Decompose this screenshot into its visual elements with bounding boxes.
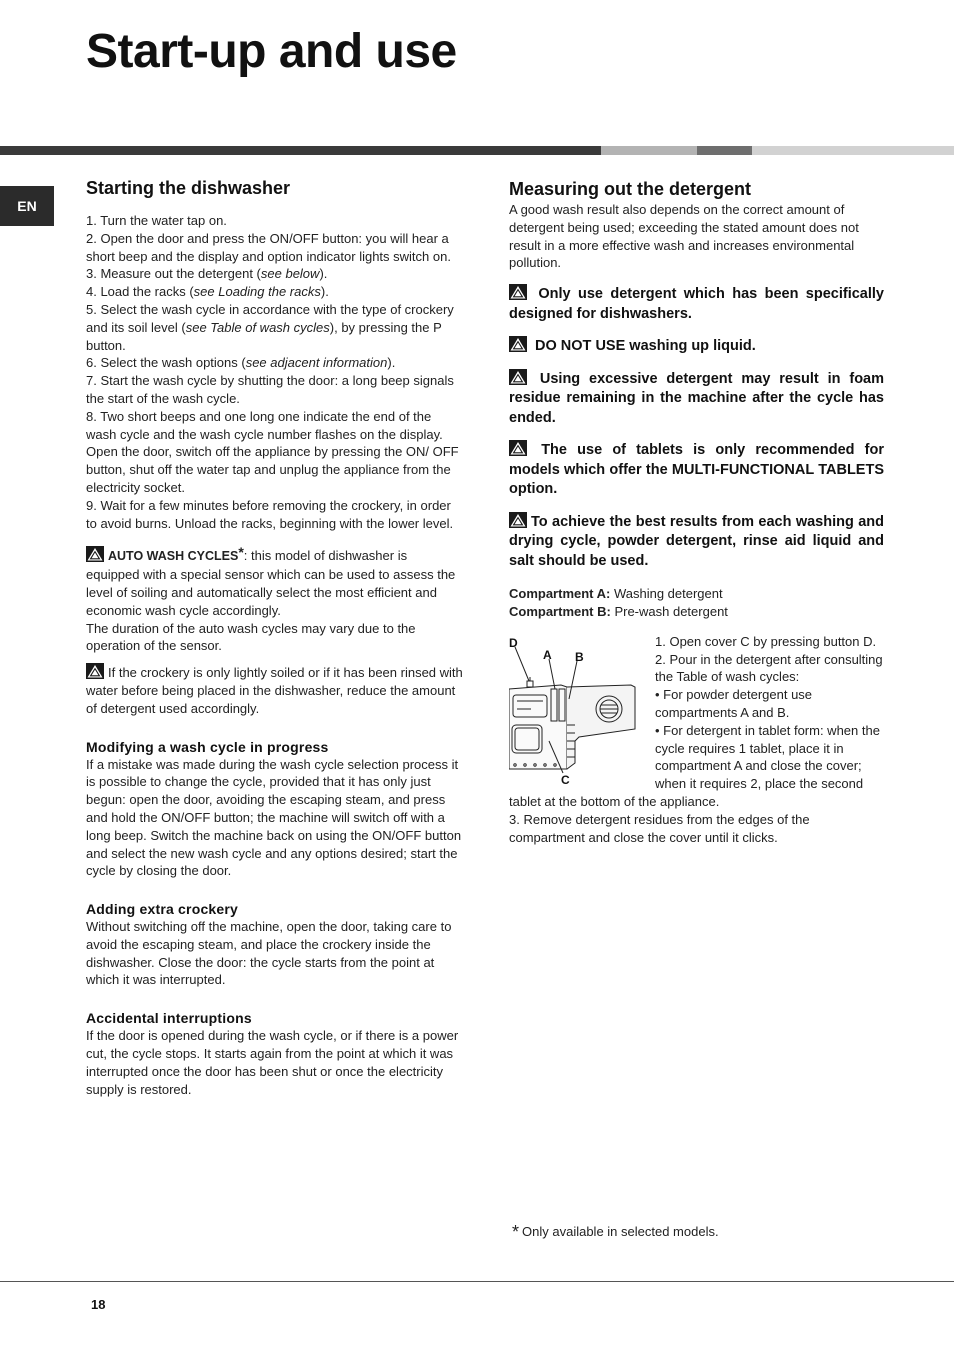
figure-label-b: B: [575, 649, 584, 664]
header-bar-mid: [697, 146, 752, 155]
dispenser-step-2b: • For detergent in tablet form: when the cycle requires 1 tablet, place it in compartment A and close the cover; when it requires 2, place the second tablet at the bottom of the appliance.: [509, 722, 880, 809]
compartment-b-label: Compartment B:: [509, 603, 611, 619]
warning-icon: [509, 512, 527, 528]
modify-heading: Modifying a wash cycle in progress: [86, 738, 329, 755]
warning-1: [509, 284, 884, 324]
compartment-a-text: Washing detergent: [610, 586, 723, 602]
step-5-text: 5. Select the wash cycle in accordance with the type of crockery and its soil level (: [86, 301, 454, 335]
figure-label-c: C: [561, 772, 570, 785]
warning-1-text: Only use detergent which has been specifically designed for dishwashers.: [509, 286, 884, 322]
warning-4-text: The use of tablets is only recommended for models which offer the MULTI-FUNCTIONAL TABLETS option.: [509, 442, 884, 498]
step-4-end: ).: [320, 284, 329, 300]
warning-3-text: Using excessive detergent may result in foam residue remaining in the machine after the cycle has ended.: [509, 370, 885, 426]
step-5-end: ), by pressing the P button.: [86, 319, 442, 353]
bottom-rule: [0, 1281, 954, 1282]
asterisk-mark: *: [238, 544, 244, 561]
right-column: [509, 177, 884, 846]
detergent-heading: Measuring out the detergent: [509, 179, 752, 199]
detergent-dispenser-diagram: [509, 633, 649, 785]
compartment-b-text: Pre-wash detergent: [610, 603, 728, 619]
step-4: [86, 283, 464, 301]
step-1: 1. Turn the water tap on.: [86, 213, 227, 228]
footnote-text: Only available in selected models.: [522, 1224, 719, 1239]
warning-icon: [509, 336, 527, 352]
header-bar-light: [601, 146, 697, 155]
interrupt-text: If the door is opened during the wash cycle, or if there is a power cut, the cycle stops. It starts again from the point at which it was interrupted once the door has been shut or once the electricity supply is restored.: [86, 1028, 459, 1097]
step-6: [86, 354, 464, 372]
step-6-text: 6. Select the wash options (: [86, 355, 246, 371]
step-5: [86, 301, 464, 354]
warning-5: [509, 512, 884, 572]
page-number: 18: [91, 1297, 106, 1312]
dispenser-step-3: 3. Remove detergent residues from the edges of the compartment and close the cover until it clicks.: [509, 811, 810, 845]
auto-wash-duration: The duration of the auto wash cycles may vary due to the operation of the sensor.: [86, 620, 416, 654]
warning-icon: [509, 369, 527, 385]
warning-icon: [509, 440, 527, 456]
figure-label-a: A: [543, 647, 552, 662]
warning-3: [509, 369, 884, 429]
step-4-text: 4. Load the racks (: [86, 284, 194, 300]
step-3-ref: see below: [260, 266, 320, 282]
compartment-b: [509, 603, 884, 621]
dispenser-step-1: 1. Open cover C by pressing button D.: [655, 633, 877, 649]
warning-2: [509, 336, 884, 357]
interrupt-heading: Accidental interruptions: [86, 1010, 252, 1027]
step-3: [86, 265, 464, 283]
footnote: [512, 1222, 719, 1243]
extra-heading: Adding extra crockery: [86, 901, 239, 918]
auto-wash-text: : this model of dishwasher is equipped with a special sensor which can be used to assess the level of soiling and automatically select the most efficient and economic wash cycle accordingly.: [86, 548, 456, 618]
step-3-end: ).: [319, 266, 328, 282]
dispenser-section: [509, 633, 884, 847]
step-6-ref: see adjacent information: [245, 355, 388, 371]
warning-icon: [509, 284, 527, 300]
warning-icon: [86, 546, 104, 562]
compartment-a: [509, 585, 884, 603]
auto-wash-label: AUTO WASH CYCLES: [108, 549, 239, 564]
auto-wash-note: [86, 544, 464, 619]
extra-text: Without switching off the machine, open the door, taking care to avoid the escaping steam, and place the crockery inside the dishwasher. Close the door: the cycle starts from the point at which it was interrupted.: [86, 919, 452, 988]
warning-icon: [86, 663, 104, 679]
header-bar-pale: [752, 146, 954, 155]
page-title: Start-up and use: [86, 25, 457, 78]
language-tab: EN: [0, 186, 54, 226]
step-3-text: 3. Measure out the detergent (: [86, 266, 261, 282]
detergent-intro: A good wash result also depends on the correct amount of detergent being used; exceeding the stated amount does not result in a more effective wash and increases environmental pollution.: [509, 202, 859, 271]
warning-5-text: To achieve the best results from each washing and drying cycle, powder detergent, rinse aid liquid and salt should be used.: [509, 513, 884, 569]
starting-heading: Starting the dishwasher: [86, 178, 291, 198]
footnote-asterisk: *: [512, 1222, 520, 1242]
step-2: 2. Open the door and press the ON/OFF button: you will hear a short beep and the display and option indicator lights switch on.: [86, 230, 451, 264]
dispenser-step-2a: • For powder detergent use compartments A and B.: [655, 687, 813, 720]
step-7: 7. Start the wash cycle by shutting the door: a long beep signals the start of the wash cycle.: [86, 373, 454, 406]
dispenser-step-2: 2. Pour in the detergent after consulting the Table of wash cycles:: [655, 651, 883, 685]
warning-2-text: DO NOT USE washing up liquid.: [535, 338, 756, 355]
modify-text: If a mistake was made during the wash cycle selection process it is possible to change the cycle, provided that it has only just begun: open the door, avoiding the escaping steam, and press and hold the ON/OFF button; the machine will switch off with a long beep. Switch the machine back on using the ON/OFF button and select the new wash cycle and any options desired; start the cycle by closing the door.: [86, 756, 462, 879]
starting-steps: [86, 212, 464, 532]
left-column: [86, 176, 464, 1098]
light-soil-text: If the crockery is only lightly soiled or if it has been rinsed with water before being placed in the dishwasher, reduce the amount of detergent used accordingly.: [86, 665, 463, 716]
header-bar-dark: [0, 146, 601, 155]
compartment-a-label: Compartment A:: [509, 586, 611, 602]
figure-label-d: D: [509, 635, 518, 650]
warning-4: [509, 440, 884, 500]
step-5-ref: see Table of wash cycles: [185, 319, 330, 335]
light-soil-note: [86, 663, 464, 717]
step-4-ref: see Loading the racks: [193, 284, 321, 300]
step-6-end: ).: [387, 355, 396, 371]
step-9: 9. Wait for a few minutes before removing the crockery, in order to avoid burns. Unload the racks, beginning with the lower level.: [86, 497, 454, 531]
step-8: 8. Two short beeps and one long one indicate the end of the wash cycle and the wash cycle number flashes on the display. Open the door, switch off the appliance by pressing the ON/ OFF button, shut off the water tap and unplug the appliance from the electricity socket.: [86, 408, 459, 495]
